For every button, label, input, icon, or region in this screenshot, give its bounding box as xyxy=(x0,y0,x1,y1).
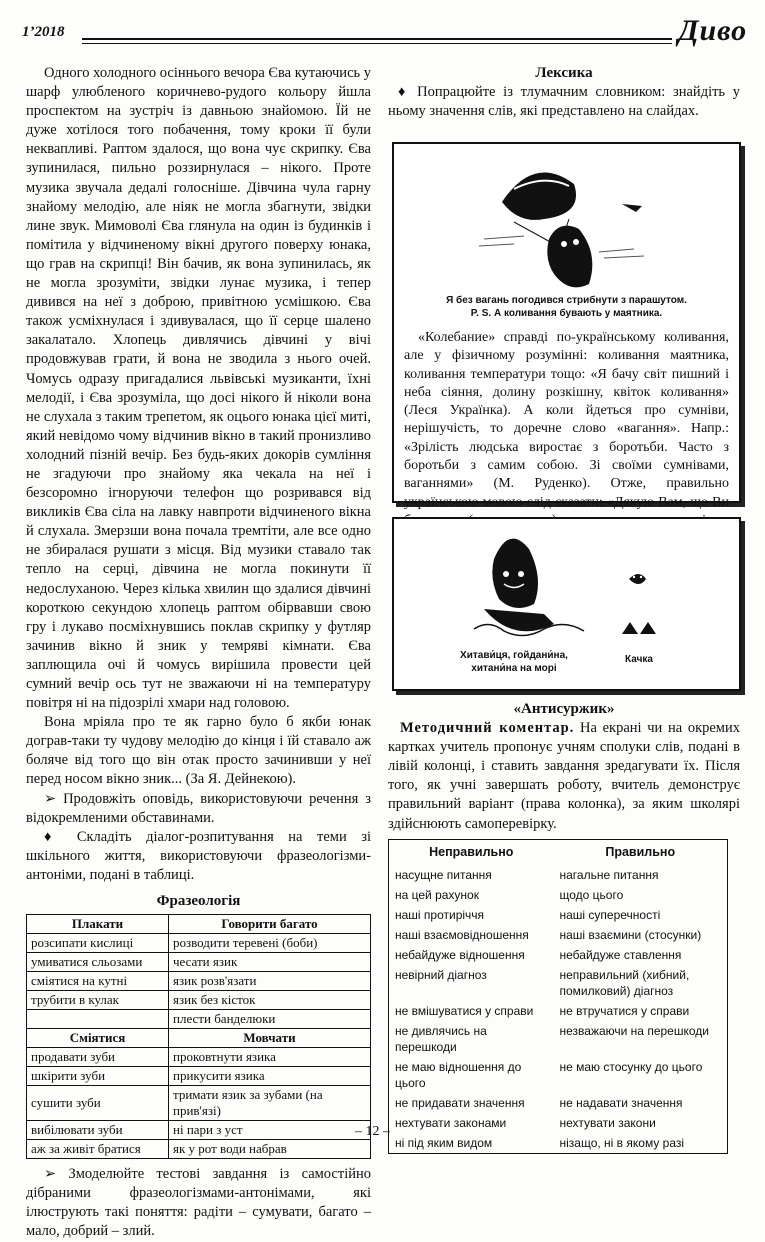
phraseology-header: Говорити багато xyxy=(169,915,371,934)
header-rule-thin xyxy=(82,43,672,44)
slide1-caption-1: Я без вагань погодився стрибнути з парашутом. xyxy=(446,295,687,306)
table-row xyxy=(389,1021,728,1057)
wrong-phrase: невірний діагноз xyxy=(395,967,487,982)
table-row xyxy=(389,1093,728,1113)
table-cell: сміятися на кутні xyxy=(27,972,169,991)
table-row xyxy=(389,965,728,1001)
right-phrase: не маю стосунку до цього xyxy=(559,1059,703,1074)
table-row xyxy=(389,885,728,905)
table-row xyxy=(27,1086,371,1121)
right-phrase: наші взаємини (стосунки) xyxy=(559,927,702,942)
table-cell: продавати зуби xyxy=(27,1048,169,1067)
method-comment xyxy=(388,719,740,834)
wrong-phrase: наші взаємовідношення xyxy=(395,927,529,942)
table-row xyxy=(389,865,728,885)
wrong-phrase: не придавати значення xyxy=(395,1095,525,1110)
correction-table xyxy=(388,839,728,1154)
table-cell: трубити в кулак xyxy=(27,991,169,1010)
wrong-phrase: на цей рахунок xyxy=(395,887,479,902)
table-row xyxy=(389,1133,728,1154)
table-row xyxy=(27,934,371,953)
task-test-items: ➢ Змоделюйте тестові завдання із самостійно дібраними фразеологізмами-антонімами, які ілюструють такі поняття: радіти – сумувати, багато – мало, добрий – злий. xyxy=(26,1166,371,1240)
task-continue-story: ➢ Продовжіть оповідь, використовуючи речення з відокремленими обставинами. xyxy=(26,790,371,826)
slide1-caption-2: P. S. А коливання бувають у маятника. xyxy=(470,308,663,319)
right-phrase: неправильний (хибний, помилковий) діагноз xyxy=(559,967,690,998)
table-row xyxy=(27,1010,371,1029)
task-dialogue: ♦ Складіть діалог-розпитування на теми зі шкільного життя, використовуючи фразеологізми-антоніми, подані в таблиці. xyxy=(26,828,371,883)
right-header: Правильно xyxy=(605,844,676,859)
header-rule xyxy=(82,38,672,40)
right-phrase: щодо цього xyxy=(559,887,624,902)
table-cell: умиватися сльозами xyxy=(27,953,169,972)
lexika-task: ♦ Попрацюйте із тлумачним словником: знайдіть у ньому значення слів, які представлено на слайдах. xyxy=(388,84,740,120)
wrong-phrase: не вмішуватися у справи xyxy=(395,1003,534,1018)
right-phrase: нагальне питання xyxy=(559,867,659,882)
slide2-caption-right: Качка xyxy=(625,654,653,665)
phraseology-table xyxy=(26,914,371,1159)
phraseology-title: Фразеологія xyxy=(156,893,241,910)
wrong-phrase: наші протиріччя xyxy=(395,907,485,922)
slide-kachka xyxy=(392,517,741,691)
table-row xyxy=(27,1067,371,1086)
slide1-explanation: «Колебание» справді по-українському коливання, але у фізичному розумінні: коливання маятника, коливання температури тощо: «Я бачу світ пишний і неба сіяння, долину розкішну, квіток коливання» (Леся Українка). А коли йдеться про сумніви, нерішучість, то доречне слово «вагання». Напр.: «Зрілість людська виростає з боротьби. Часто з боротьби з самим собою. Зі своїми сумнівами, ваганнями» (М. Руденко). Отже, правильно українською мовою слід сказати: «Дякую Вам, що Ви xyxy=(404,330,729,510)
wrong-phrase: не маю відношення до цього xyxy=(395,1059,522,1090)
right-phrase: незважаючи на перешкоди xyxy=(559,1023,709,1038)
right-phrase: нізащо, ні в якому разі xyxy=(559,1135,685,1150)
table-row xyxy=(389,925,728,945)
magazine-logo: Диво xyxy=(678,14,748,47)
table-cell xyxy=(27,1010,169,1029)
table-row xyxy=(27,953,371,972)
table-row xyxy=(389,945,728,965)
table-cell: ні пари з уст xyxy=(169,1121,371,1140)
slide-parachute xyxy=(392,142,741,510)
table-row xyxy=(27,1121,371,1140)
story-paragraph-2: Вона мріяла про те як гарно було б якби юнак дограв-таки ту чудову мелодію до кінця і їй ставало аж боляче від того що він отак просто зачинивши у неї перед носом вікно зник... (За Я. Дейнекою). xyxy=(26,714,371,788)
right-phrase: небайдуже ставлення xyxy=(559,947,682,962)
table-cell: як у рот води набрав xyxy=(169,1140,371,1159)
right-phrase: наші суперечності xyxy=(559,907,661,922)
wrong-phrase: небайдуже відношення xyxy=(395,947,525,962)
page-number: – 12 – xyxy=(355,1124,390,1139)
phraseology-header: Плакати xyxy=(27,915,169,934)
table-row xyxy=(389,905,728,925)
boat-illustration xyxy=(394,519,739,649)
table-cell: язик без кісток xyxy=(169,991,371,1010)
left-column xyxy=(26,64,371,1242)
table-row xyxy=(27,972,371,991)
parachute-illustration xyxy=(394,144,739,294)
wrong-phrase: ні під яким видом xyxy=(395,1135,493,1150)
issue-number: 1’2018 xyxy=(22,24,65,40)
right-phrase: не надавати значення xyxy=(559,1095,683,1110)
table-cell: розводити теревені (боби) xyxy=(169,934,371,953)
table-cell: шкірити зуби xyxy=(27,1067,169,1086)
lexika-title: Лексика xyxy=(535,65,593,81)
phraseology-header: Сміятися xyxy=(27,1029,169,1048)
wrong-phrase: не дивлячись на перешкоди xyxy=(395,1023,487,1054)
table-cell: сушити зуби xyxy=(27,1086,169,1121)
table-row xyxy=(389,1057,728,1093)
table-row xyxy=(27,1140,371,1159)
method-label: Методичний коментар. xyxy=(400,720,575,737)
table-cell: розсипати кислиці xyxy=(27,934,169,953)
table-cell: язик розв'язати xyxy=(169,972,371,991)
story-paragraph-1: Одного холодного осіннього вечора Єва кутаючись у шарф улюбленого коричнево-рудого кольору йшла проспектом на зустріч із давньою знайомою. Їй не дуже хотілося того побачення, тому кроки її були неквапливі. Раптом здалося, що вона чує скрипку. Єва зупинилася, пильно роззирнулася – нікого. Проте музика звучала дедалі голосніше. Дівчина чула гарну знайому мелодію, але ніяк не могла збагнути, звідки лине звук. Мимоволі Єва глянула на один із будинків і помітила у відчиненому вікні другого поверху юнака, що грав на скрипці! Він бачив, як вона зупинилась, як не могла зрозуміти, звідки лунає музика, і тепер дивився на неї з доброю, привітною усмішкою. Єва також усміхнулася і здивувалася, що її серце шалено закалатало. Хлопець дивлячись дівчині у вічі продовжував грати, й вона не зводила з нього очей. Чомусь одразу пригадалися львівські музиканти, їхні мелодії, і Єва зрозуміла, що досі нікого й ніколи вона не слухала з таким трепетом, як оцього юнака цієї миті, який невідомо чому відчинив вікно в такий пронизливо холодний пізній вечір. Без будь-яких докорів сумління не згадуючи про знайому яка чекала на неї і безсоромно ігноруючи телефон що розривався від викликів Єва сіла на лавку навпроти відчиненого вікна й слухала. Змерзши вона почала тремтіти, але все одно не збиралася рушати з місця. Від музики ставало так тепло на серці, дівчина не могла покинути її недослуханою. Через кілька хвилин що здалися дівчині короткою секундою хлопець раптом обірвавши свою гру і лукаво посміхнувшись поклав скрипку у футляр зачинив вікно й зник у темряві кімнати. Єва заплющила очі й чомусь вирішила провести цей сумний вечір ось тут не зважаючи ні на температуру повітря ні на підозрілі хмари над головою. xyxy=(26,65,371,712)
right-phrase: нехтувати закони xyxy=(559,1115,656,1130)
antisurzhyk-title: «Антисуржик» xyxy=(513,701,615,717)
method-text: На екрані чи на окремих картках учитель пропонує учням сполуки слів, подані в лівій колонці, і ставить завдання зредагувати їх. Після того, як учні завершать роботу, вчитель демонструє правильний варіант (права колонка), за яким школярі здійснюють самоперевірку. xyxy=(388,720,740,832)
table-cell: проковтнути язика xyxy=(169,1048,371,1067)
wrong-header: Неправильно xyxy=(429,844,514,859)
table-row xyxy=(389,1001,728,1021)
table-cell: аж за живіт братися xyxy=(27,1140,169,1159)
right-column xyxy=(388,64,740,121)
wrong-phrase: насущне питання xyxy=(395,867,492,882)
table-row xyxy=(27,1048,371,1067)
table-cell: чесати язик xyxy=(169,953,371,972)
slide2-caption-left: Хитави́ця, гойдани́на, хитани́на на морі xyxy=(460,650,568,674)
table-cell: плести банделюки xyxy=(169,1010,371,1029)
phraseology-header: Мовчати xyxy=(169,1029,371,1048)
antisurzhyk-section xyxy=(388,700,740,1154)
wrong-phrase: нехтувати законами xyxy=(395,1115,507,1130)
table-cell: прикусити язика xyxy=(169,1067,371,1086)
table-cell: вибілювати зуби xyxy=(27,1121,169,1140)
table-row xyxy=(27,991,371,1010)
right-phrase: не втручатися у справи xyxy=(559,1003,690,1018)
table-row xyxy=(389,1113,728,1133)
table-cell: тримати язик за зубами (на прив'язі) xyxy=(169,1086,371,1121)
